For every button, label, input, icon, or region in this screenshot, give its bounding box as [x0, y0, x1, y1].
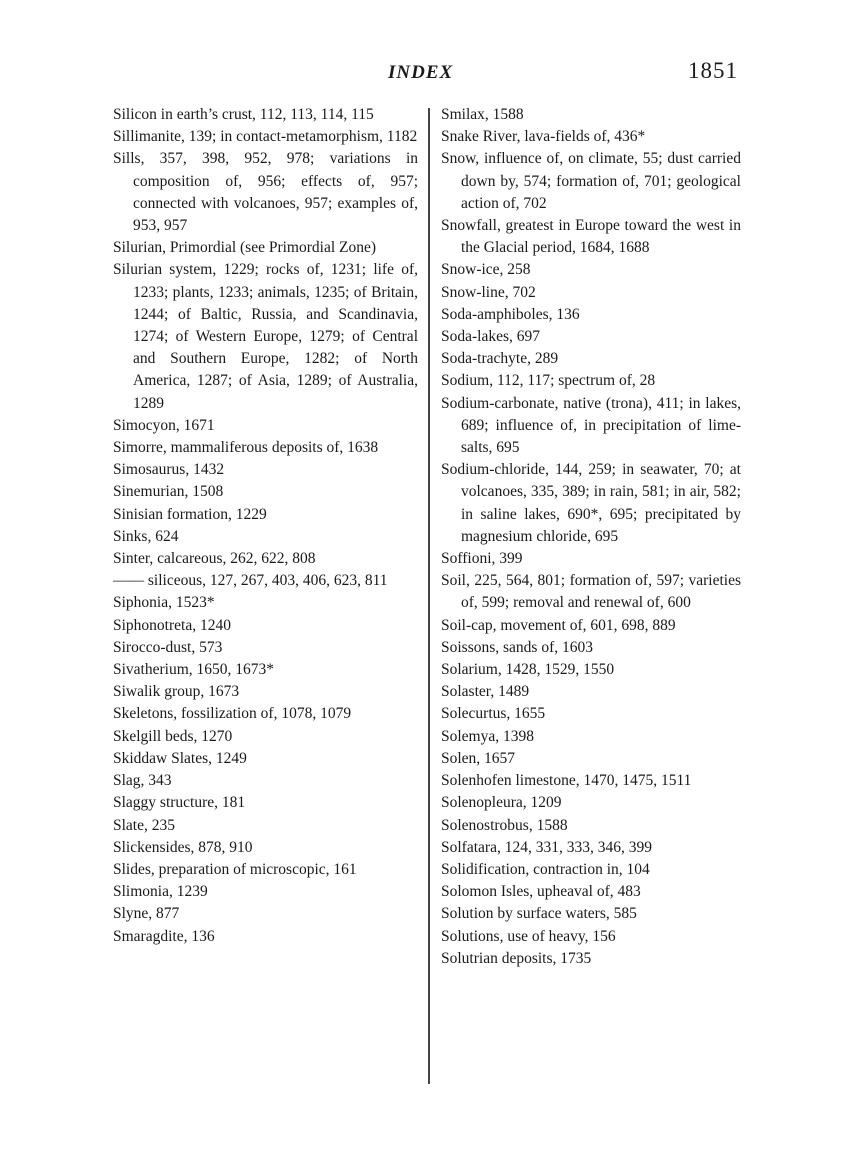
running-title: INDEX — [388, 62, 454, 83]
index-entry: Sodium-carbonate, native (trona), 411; in lakes, 689; influence of, in precipitation of lime-salts, 695 — [441, 394, 741, 457]
index-entry: Sirocco-dust, 573 — [113, 638, 223, 656]
index-entry: Solemya, 1398 — [441, 727, 534, 745]
index-column-right — [441, 104, 741, 970]
page-header — [0, 58, 850, 88]
index-entry: Sodium-chloride, 144, 259; in seawater, 70; at volcanoes, 335, 389; in rain, 581; in air, 582; in saline lakes, 690*, 695; precipitated by magnesium chloride, 695 — [441, 461, 741, 545]
index-entry: Snow, influence of, on climate, 55; dust carried down by, 574; formation of, 701; geological action of, 702 — [441, 150, 741, 212]
index-entry: Slaggy structure, 181 — [113, 794, 246, 812]
index-entry: Snowfall, greatest in Europe toward the west in the Glacial period, 1684, 1688 — [441, 217, 741, 257]
index-entry: Sillimanite, 139; in contact-metamorphism, 1182 — [113, 128, 418, 146]
index-entry: Sills, 357, 398, 952, 978; variations in composition of, 956; effects of, 957; connected with volcanoes, 957; examples of, 953, 957 — [113, 150, 418, 235]
index-entry: Soda-trachyte, 289 — [441, 350, 559, 368]
index-entry: Solutrian deposits, 1735 — [441, 949, 592, 967]
index-entry: Siwalik group, 1673 — [113, 683, 240, 701]
index-entry: Sinisian formation, 1229 — [113, 505, 267, 523]
index-entry: Skeletons, fossilization of, 1078, 1079 — [113, 705, 352, 723]
index-entry: Simosaurus, 1432 — [113, 461, 225, 479]
index-entry: Soda-amphiboles, 136 — [441, 305, 580, 323]
index-entry: Skiddaw Slates, 1249 — [113, 749, 247, 767]
index-entry: Solutions, use of heavy, 156 — [441, 927, 616, 945]
index-entry: Solomon Isles, upheaval of, 483 — [441, 883, 641, 901]
index-entry: Solenopleura, 1209 — [441, 794, 562, 812]
index-entry: Smaragdite, 136 — [113, 927, 215, 945]
index-entry: Silurian system, 1229; rocks of, 1231; life of, 1233; plants, 1233; animals, 1235; of Britain, 1244; of Baltic, Russia, and Scandinavia, 1274; of Western Europe, 1279; of Central and Southern Europe, 1282; of North America, 1287; of Asia, 1289; of Australia, 1289 — [113, 261, 418, 412]
index-entry: Simocyon, 1671 — [113, 416, 215, 434]
index-entry: Sinter, calcareous, 262, 622, 808 — [113, 550, 316, 568]
page-number: 1851 — [688, 58, 738, 83]
index-entry: Slyne, 877 — [113, 905, 180, 923]
column-divider — [428, 108, 430, 1084]
index-entry: Sinemurian, 1508 — [113, 483, 224, 501]
index-entry: Solecurtus, 1655 — [441, 705, 546, 723]
index-entry: Snake River, lava-fields of, 436* — [441, 128, 646, 146]
index-entry: Skelgill beds, 1270 — [113, 727, 233, 745]
index-entry: Slate, 235 — [113, 816, 175, 834]
index-entry: Silurian, Primordial (see Primordial Zone) — [113, 239, 377, 257]
index-entry: Slickensides, 878, 910 — [113, 838, 253, 856]
index-entry: Smilax, 1588 — [441, 106, 524, 123]
index-entry: Solidification, contraction in, 104 — [441, 860, 650, 878]
index-entry: Solfatara, 124, 331, 333, 346, 399 — [441, 838, 652, 856]
index-entry: Solaster, 1489 — [441, 683, 530, 701]
index-column-left — [113, 104, 418, 948]
index-entry: Snow-ice, 258 — [441, 261, 531, 279]
index-entry: Sinks, 624 — [113, 527, 179, 545]
index-entry: Simorre, mammaliferous deposits of, 1638 — [113, 439, 379, 457]
index-entry: Silicon in earth’s crust, 112, 113, 114, 115 — [113, 106, 374, 123]
index-entry: Soil, 225, 564, 801; formation of, 597; varieties of, 599; removal and renewal of, 600 — [441, 572, 741, 612]
index-entry: Sodium, 112, 117; spectrum of, 28 — [441, 372, 656, 390]
index-entry: Solen, 1657 — [441, 749, 516, 767]
index-entry: Slag, 343 — [113, 772, 172, 790]
index-entry: Slides, preparation of microscopic, 161 — [113, 860, 357, 878]
index-entry: Solenostrobus, 1588 — [441, 816, 568, 834]
index-entry: Soil-cap, movement of, 601, 698, 889 — [441, 616, 676, 634]
index-entry: Solenhofen limestone, 1470, 1475, 1511 — [441, 772, 692, 790]
index-entry: Sivatherium, 1650, 1673* — [113, 661, 275, 679]
index-entry: Siphonia, 1523* — [113, 594, 215, 612]
index-entry: Solution by surface waters, 585 — [441, 905, 637, 923]
index-entry: Siphonotreta, 1240 — [113, 616, 231, 634]
index-entry: Soffioni, 399 — [441, 550, 523, 568]
index-entry: —— siliceous, 127, 267, 403, 406, 623, 811 — [113, 572, 388, 590]
index-entry: Snow-line, 702 — [441, 283, 536, 301]
index-entry: Soda-lakes, 697 — [441, 328, 541, 346]
index-entry: Soissons, sands of, 1603 — [441, 638, 594, 656]
index-entry: Solarium, 1428, 1529, 1550 — [441, 661, 615, 679]
index-entry: Slimonia, 1239 — [113, 883, 208, 901]
